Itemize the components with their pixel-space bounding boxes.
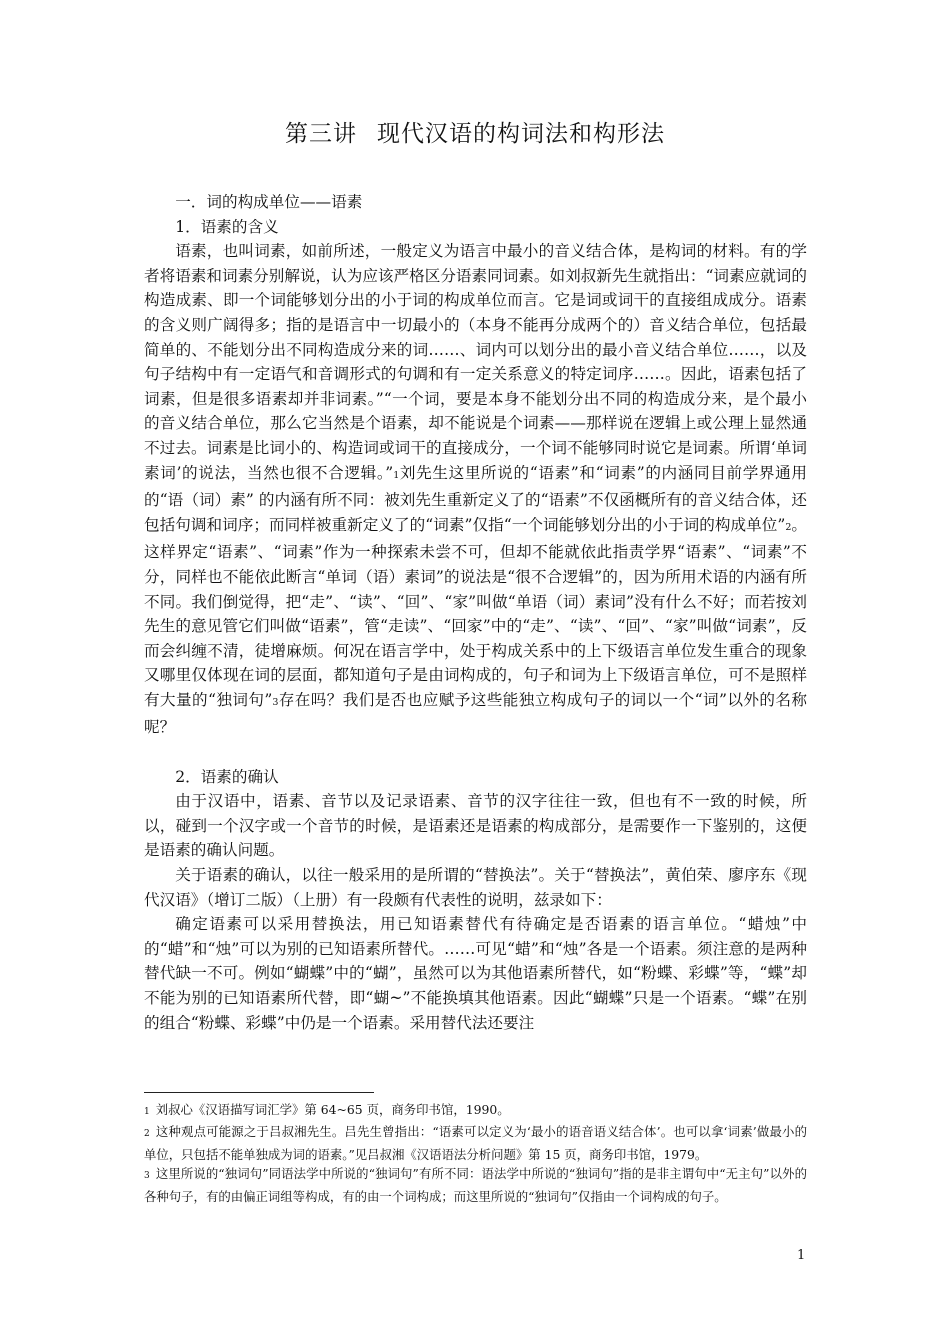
page-title <box>0 118 950 150</box>
paragraph-morpheme-definition <box>144 239 807 740</box>
footnote-item <box>144 1100 807 1122</box>
footnotes <box>144 1100 807 1206</box>
footnote-number: 1 <box>144 1107 150 1117</box>
lecture-number: 第三讲 <box>285 121 357 147</box>
section-heading: 一．词的构成单位——语素 <box>175 193 363 211</box>
paragraph-text: 刘先生这里所说的“语素”和“词素”的内涵同目前学界通用的“语（词）素” 的内涵有所不同：被刘先生重新定义了的“语素”不仅函概所有的音义结合体，还包括句调和词序；而同样被重新定义了的“词素”仅指“一个词能够划分出的小于词的构成单位” <box>144 463 807 534</box>
paragraph: 由于汉语中，语素、音节以及记录语素、音节的汉字往往一致，但也有不一致的时候，所以，碰到一个汉字或一个音节的时候，是语素还是语素的构成部分，是需要作一下鉴别的，这便是语素的确认问题。 <box>144 792 807 860</box>
page-number: 1 <box>797 1248 806 1263</box>
footnote-ref-2[interactable]: 2 <box>785 521 792 533</box>
footnote-item <box>144 1164 807 1206</box>
footnote-item <box>144 1122 807 1164</box>
paragraph-text: 语素，也叫词素，如前所述，一般定义为语言中最小的音义结合体，是构词的材料。有的学者将语素和词素分别解说，认为应该严格区分语素同词素。如刘叔新先生就指出：“词素应就词的构造成素、即一个词能够划分出的小于词的构成单位而言。它是词或词干的直接组成成分。语素的含义则广阔得多；指的是语言中一切最小的（本身不能再分成两个的）音义结合单位，包括最简单的、不能划分出不同构造成分来的词……、词内可以划分出的最小音义结合单位……，以及句子结构中有一定语气和音调形式的句调和有一定关系意义的特定词序……。因此，语素包括了词素，但是很多语素却并非词素。”“一个词，要是本身不能划分出不同的构造成分来，是个最小的音义结合单位，那么它当然是个语素，却不能说是个词素——那样说在逻辑上或公理上显然通不过去。词素是比词小的、构造词或词干的直接成分，一个词不能够同时说它是词素。所谓‘单词素词’的说法，当然也很不合逻辑。” <box>144 242 807 482</box>
paragraph-text: 存在吗？我们是否也应赋予这些能独立构成句子的词以一个“词”以外的名称呢？ <box>144 690 807 737</box>
paragraph: 关于语素的确认，以往一般采用的是所谓的“替换法”。关于“替换法”，黄伯荣、廖序东《现代汉语》（增订二版）（上册）有一段颇有代表性的说明，兹录如下： <box>144 866 807 909</box>
subsection-heading-2: 2．语素的确认 <box>175 767 279 786</box>
footnote-text: 这种观点可能源之于吕叔湘先生。吕先生曾指出：“语素可以定义为‘最小的语音语义结合体’。也可以拿‘词素’做最小的单位，只包括不能单独成为词的语素。”见吕叔湘《汉语语法分析问题》第 15 页，商务印书馆，1979。 <box>144 1124 807 1162</box>
paragraph-text: 。这样界定“语素”、“词素”作为一种探索未尝不可，但却不能就依此指责学界“语素”、“词素”不分，同样也不能依此断言“单词（语）素词”的说法是“很不合逻辑”的，因为所用术语的内涵有所不同。我们倒觉得，把“走”、“读”、“回”、“家”叫做“单语（词）素词”没有什么不好；而若按刘先生的意见管它们叫做“语素”，管“走读”、“回家”中的“走”、“读”、“回”、“家”叫做“词素”，反而会纠缠不清，徒增麻烦。何况在语言学中，处于构成关系中的上下级语言单位发生重合的现象又哪里仅体现在词的层面，都知道句子是由词构成的，句子和词为上下级语言单位，可不是照样有大量的“独词句” <box>144 515 807 709</box>
quoted-paragraph: 确定语素可以采用替换法，用已知语素替代有待确定是否语素的语言单位。“蜡烛”中的“蜡”和“烛”可以为别的已知语素所替代。……可见“蜡”和“烛”各是一个语素。须注意的是两种替代缺一不可。例如“蝴蝶”中的“蝴”，虽然可以为其他语素所替代，如“粉蝶、彩蝶”等，“蝶”却不能为别的已知语素所代替，即“蝴~”不能换填其他语素。因此“蝴蝶”只是一个语素。“蝶”在别的组合“粉蝶、彩蝶”中仍是一个语素。采用替代法还要注 <box>144 915 807 1032</box>
main-text <box>144 190 807 1035</box>
lecture-title: 现代汉语的构词法和构形法 <box>377 121 665 147</box>
footnote-text: 这里所说的“独词句”同语法学中所说的“独词句”有所不同：语法学中所说的“独词句”指的是非主谓句中“无主句”以外的各种句子，有的由偏正词组等构成，有的由一个词构成；而这里所说的“独词句”仅指由一个词构成的句子。 <box>144 1166 807 1204</box>
footnote-number: 2 <box>144 1129 150 1140</box>
footnote-ref-3[interactable]: 3 <box>272 696 279 708</box>
footnote-text: 刘叔心《汉语描写词汇学》第 64~65 页，商务印书馆，1990。 <box>155 1102 510 1117</box>
footnote-divider <box>144 1092 374 1093</box>
subsection-heading-1: 1．语素的含义 <box>175 217 279 236</box>
footnote-ref-1[interactable]: 1 <box>393 469 400 481</box>
footnote-number: 3 <box>144 1171 150 1182</box>
